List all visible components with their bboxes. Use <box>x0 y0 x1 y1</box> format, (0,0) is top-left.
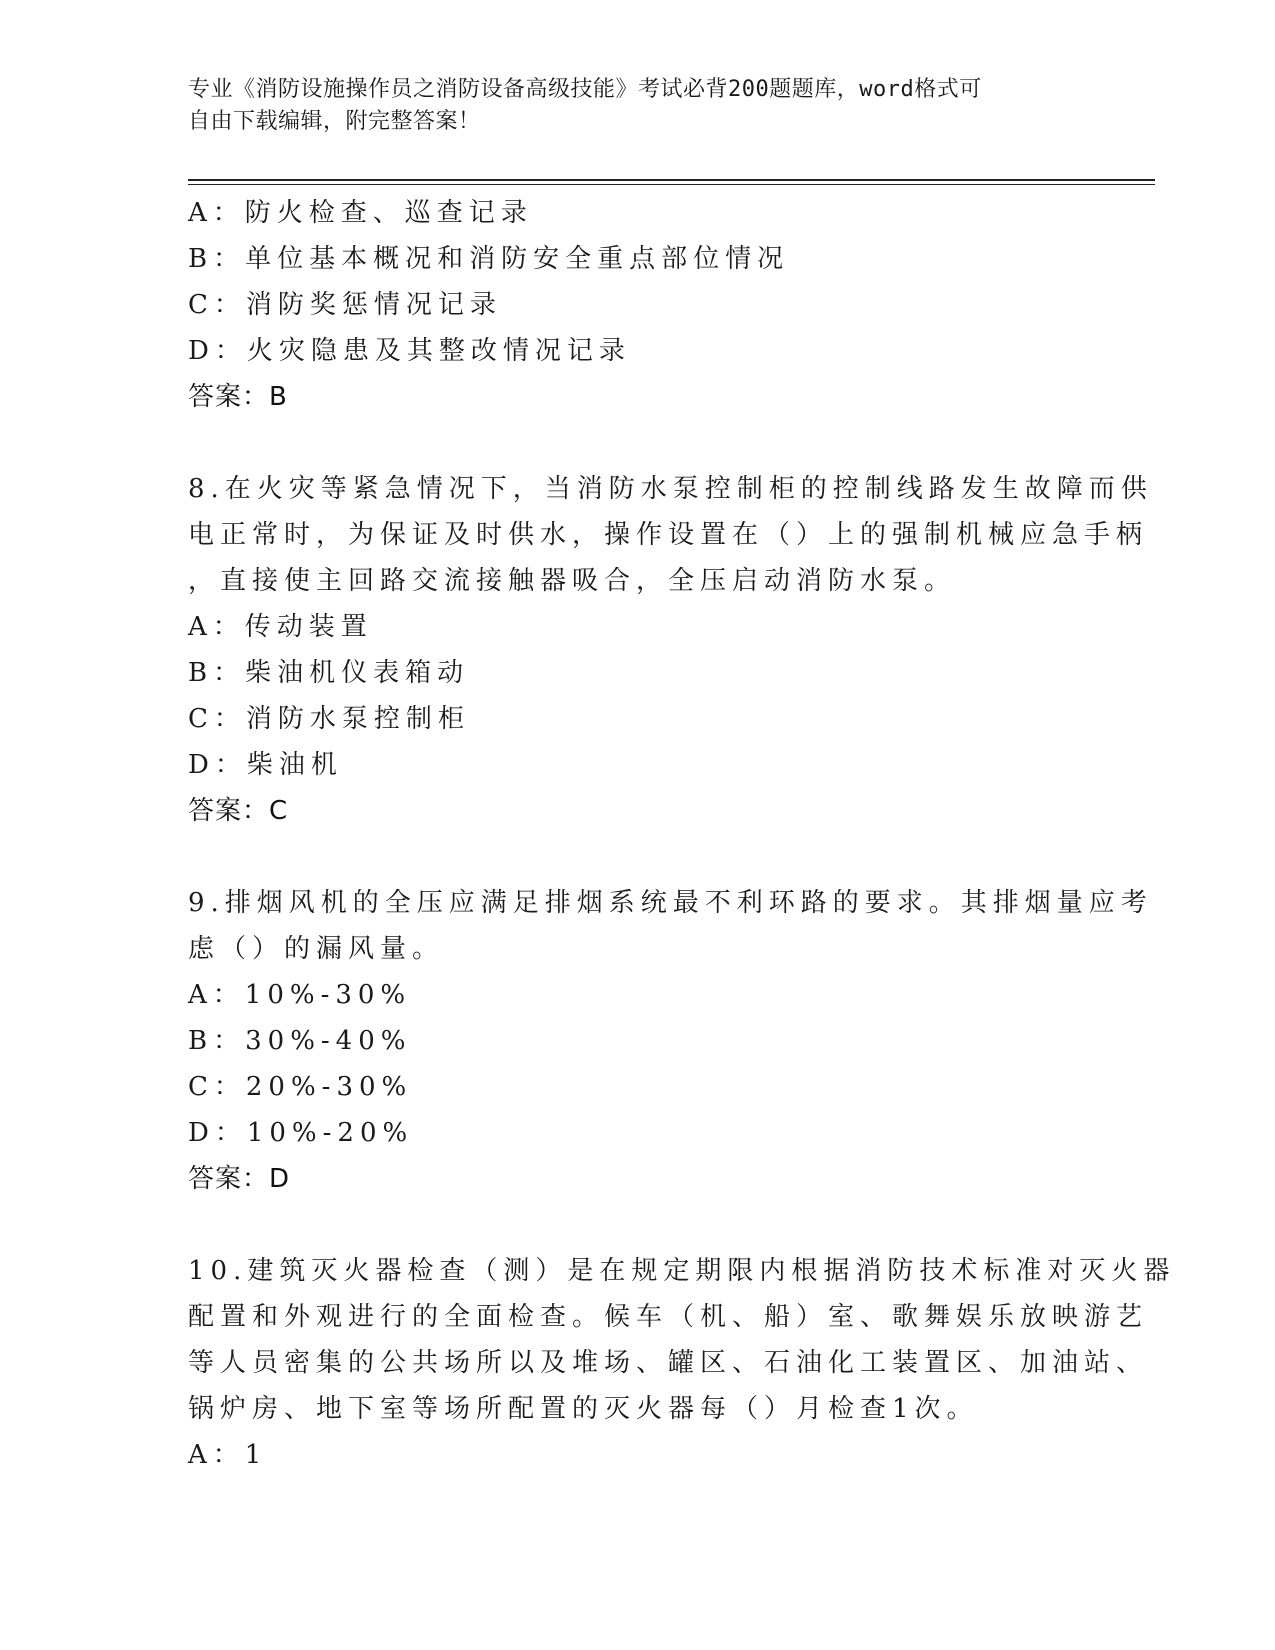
answer-line: 答案：D <box>188 1164 291 1194</box>
option-b: B：单位基本概况和消防安全重点部位情况 <box>188 244 790 274</box>
option-a: A：10%-30% <box>188 980 412 1010</box>
question-content <box>188 190 1176 1478</box>
question-stem-line: 9.排烟风机的全压应满足排烟系统最不利环路的要求。其排烟量应考 <box>188 888 1153 918</box>
option-d: D：火灾隐患及其整改情况记录 <box>188 336 631 366</box>
question-stem-line: 虑（）的漏风量。 <box>188 934 445 964</box>
question-stem-line: 10.建筑灭火器检查（测）是在规定期限内根据消防技术标准对灭火器 <box>188 1256 1176 1286</box>
header-title-line-1: 专业《消防设施操作员之消防设备高级技能》考试必背200题题库，word格式可 <box>188 77 982 102</box>
document-header <box>188 74 1068 138</box>
question-7-tail <box>188 190 1088 420</box>
question-stem-line: 等人员密集的公共场所以及堆场、罐区、石油化工装置区、加油站、 <box>188 1348 1149 1378</box>
question-stem-line: 电正常时，为保证及时供水，操作设置在（）上的强制机械应急手柄 <box>188 520 1149 550</box>
option-b: B：30%-40% <box>188 1026 412 1056</box>
option-a: A：防火检查、巡查记录 <box>188 198 533 228</box>
option-c: C：消防奖惩情况记录 <box>188 290 502 320</box>
question-stem-line: 配置和外观进行的全面检查。候车（机、船）室、歌舞娱乐放映游艺 <box>188 1302 1149 1332</box>
header-title-line-2: 自由下载编辑，附完整答案！ <box>188 109 481 134</box>
question-8 <box>188 466 1153 834</box>
header-divider-thick <box>188 179 1155 181</box>
header-divider-thin <box>188 184 1155 185</box>
option-d: D：柴油机 <box>188 750 343 780</box>
option-b: B：柴油机仪表箱动 <box>188 658 470 688</box>
question-stem-line: 锅炉房、地下室等场所配置的灭火器每（）月检查1次。 <box>188 1394 979 1424</box>
question-stem-line: ，直接使主回路交流接触器吸合，全压启动消防水泵。 <box>188 566 957 596</box>
question-stem-line: 8.在火灾等紧急情况下，当消防水泵控制柜的控制线路发生故障而供 <box>188 474 1153 504</box>
spacer <box>188 1202 1088 1248</box>
question-9 <box>188 880 1153 1202</box>
option-d: D：10%-20% <box>188 1118 414 1148</box>
spacer <box>188 420 1088 466</box>
spacer <box>188 834 1088 880</box>
option-a: A：传动装置 <box>188 612 373 642</box>
answer-line: 答案：C <box>188 796 289 826</box>
option-a: A：1 <box>188 1440 268 1470</box>
question-10 <box>188 1248 1176 1478</box>
option-c: C：消防水泵控制柜 <box>188 704 470 734</box>
answer-line: 答案：B <box>188 382 288 412</box>
option-c: C：20%-30% <box>188 1072 413 1102</box>
